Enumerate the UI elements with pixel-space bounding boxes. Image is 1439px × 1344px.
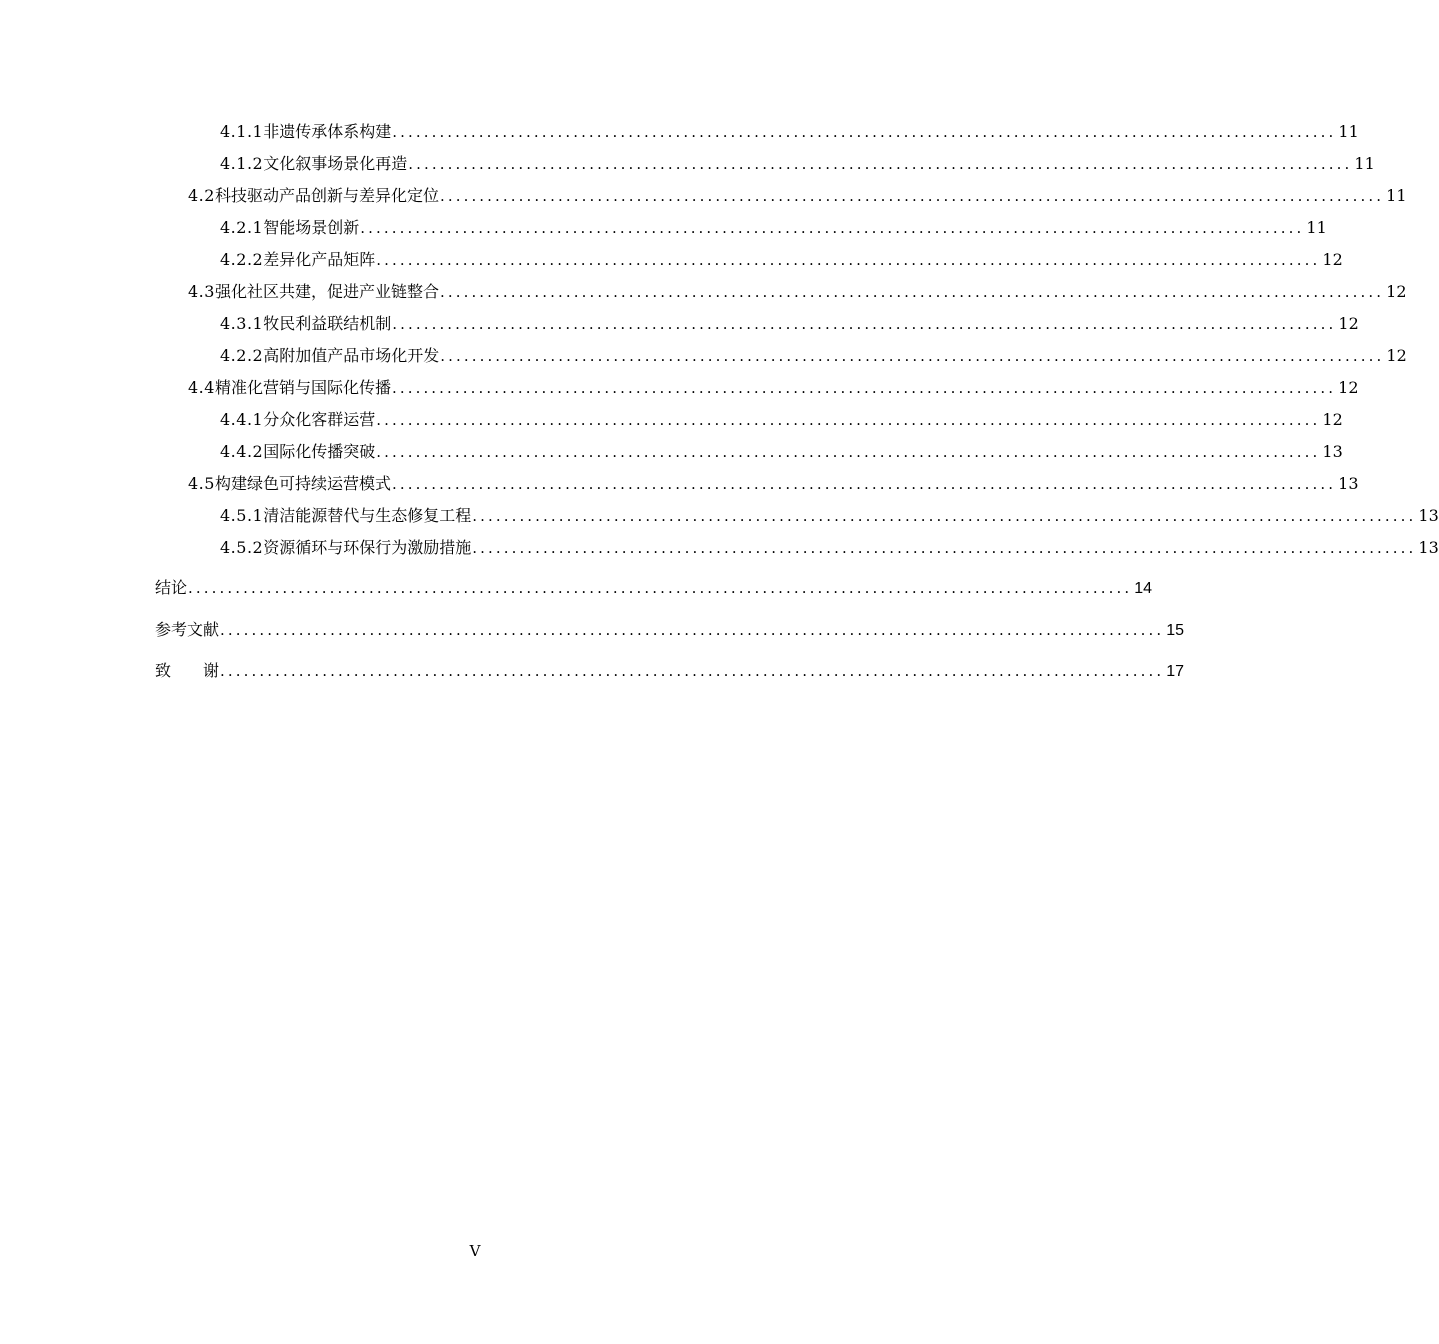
toc-entry-title: 国际化传播突破 [263, 442, 376, 461]
toc-entry-title: 智能场景创新 [263, 218, 360, 237]
toc-entry[interactable] [220, 538, 1439, 558]
toc-entry-page: 15 [1166, 622, 1184, 639]
toc-entry-page: 11 [1338, 122, 1359, 141]
toc-entry-number: 4.4.1 [220, 410, 264, 429]
toc-leader-dots: ........................................................................................................................ [376, 443, 1321, 461]
toc-leader-dots: ........................................................................................................................ [472, 507, 1417, 525]
toc-leader-dots: ........................................................................................................................ [391, 475, 1337, 493]
toc-entry-title: 资源循环与环保行为激励措施 [263, 538, 472, 557]
toc-leader-dots: ........................................................................................................................ [392, 315, 1337, 333]
toc-entry-title: 分众化客群运营 [263, 410, 376, 429]
toc-leader-dots: ........................................................................................................................ [392, 123, 1337, 141]
toc-entry-page: 17 [1166, 663, 1184, 680]
toc-entry[interactable] [220, 442, 1343, 462]
toc-entry-number: 4.5 [188, 474, 215, 493]
toc-entry[interactable] [220, 122, 1359, 142]
toc-entry-title: 差异化产品矩阵 [263, 250, 376, 269]
toc-entry[interactable] [220, 250, 1343, 270]
toc-entry-title: 文化叙事场景化再造 [263, 154, 408, 173]
toc-entry-page: 14 [1134, 580, 1152, 597]
toc-leader-dots: ........................................................................................................................ [472, 539, 1417, 557]
toc-leader-dots: ........................................................................................................................ [440, 347, 1385, 365]
toc-entry[interactable] [220, 154, 1375, 174]
toc-entry-number: 4.5.1 [220, 506, 264, 525]
toc-entry-page: 12 [1338, 314, 1359, 333]
toc-entry-number: 4.2.2 [220, 346, 264, 365]
toc-leader-dots: ........................................................................................................................ [439, 187, 1385, 205]
toc-entry-number: 4.1.2 [220, 154, 264, 173]
toc-entry-page: 11 [1306, 218, 1327, 237]
toc-entry-page: 11 [1354, 154, 1375, 173]
page-number: V [469, 1242, 481, 1260]
toc-entry[interactable] [220, 314, 1359, 334]
toc-entry-page: 12 [1322, 410, 1343, 429]
toc-entry[interactable] [155, 661, 1184, 682]
toc-leader-dots: ........................................................................................................................ [408, 155, 1353, 173]
toc-entry-title: 非遗传承体系构建 [263, 122, 392, 141]
toc-entry[interactable] [155, 620, 1184, 641]
toc-entry-title: 科技驱动产品创新与差异化定位 [214, 186, 439, 205]
toc-entry-title: 精准化营销与国际化传播 [214, 378, 391, 397]
toc-entry-number: 4.2.2 [220, 250, 264, 269]
toc-entry[interactable] [188, 282, 1407, 302]
toc-entry-number: 4.2 [188, 186, 215, 205]
toc-entry[interactable] [220, 506, 1439, 526]
toc-entry-page: 11 [1386, 186, 1407, 205]
toc-entry[interactable] [155, 578, 1152, 599]
toc-entry[interactable] [188, 186, 1407, 206]
toc-entry-number: 4.3 [188, 282, 215, 301]
toc-entry-number: 4.1.1 [220, 122, 264, 141]
toc-leader-dots: ........................................................................................................................ [220, 662, 1165, 680]
toc-entry-title: 致 谢 [155, 663, 220, 680]
toc-entry[interactable] [188, 474, 1359, 494]
toc-entry-page: 13 [1418, 506, 1439, 525]
toc-leader-dots: ........................................................................................................................ [391, 379, 1337, 397]
toc-entry-page: 12 [1338, 378, 1359, 397]
toc-entry-title: 强化社区共建，促进产业链整合 [214, 282, 439, 301]
toc-entry[interactable] [220, 218, 1327, 238]
toc-entry-page: 13 [1322, 442, 1343, 461]
toc-leader-dots: ........................................................................................................................ [439, 283, 1385, 301]
toc-entry-page: 13 [1338, 474, 1359, 493]
toc-entry[interactable] [188, 378, 1359, 398]
toc-entry-page: 12 [1322, 250, 1343, 269]
toc-entry[interactable] [220, 346, 1407, 366]
toc-entry-title: 高附加值产品市场化开发 [263, 346, 440, 365]
toc-leader-dots: ........................................................................................................................ [376, 251, 1321, 269]
toc-leader-dots: ........................................................................................................................ [376, 411, 1321, 429]
toc-leader-dots: ........................................................................................................................ [360, 219, 1305, 237]
toc-entry-title: 牧民利益联结机制 [263, 314, 392, 333]
toc-entry-number: 4.4.2 [220, 442, 264, 461]
toc-entry-number: 4.2.1 [220, 218, 264, 237]
toc-entry-number: 4.5.2 [220, 538, 264, 557]
toc-leader-dots: ........................................................................................................................ [188, 579, 1133, 597]
toc-entry-title: 清洁能源替代与生态修复工程 [263, 506, 472, 525]
toc-entry-page: 13 [1418, 538, 1439, 557]
toc-entry-title: 结论 [155, 580, 188, 597]
toc-leader-dots: ........................................................................................................................ [220, 621, 1165, 639]
toc-entry-number: 4.4 [188, 378, 215, 397]
toc-entry-page: 12 [1386, 346, 1407, 365]
toc-entry-title: 参考文献 [155, 622, 220, 639]
toc-entry-page: 12 [1386, 282, 1407, 301]
toc-entry-title: 构建绿色可持续运营模式 [214, 474, 391, 493]
toc-entry[interactable] [220, 410, 1343, 430]
toc-entry-number: 4.3.1 [220, 314, 264, 333]
